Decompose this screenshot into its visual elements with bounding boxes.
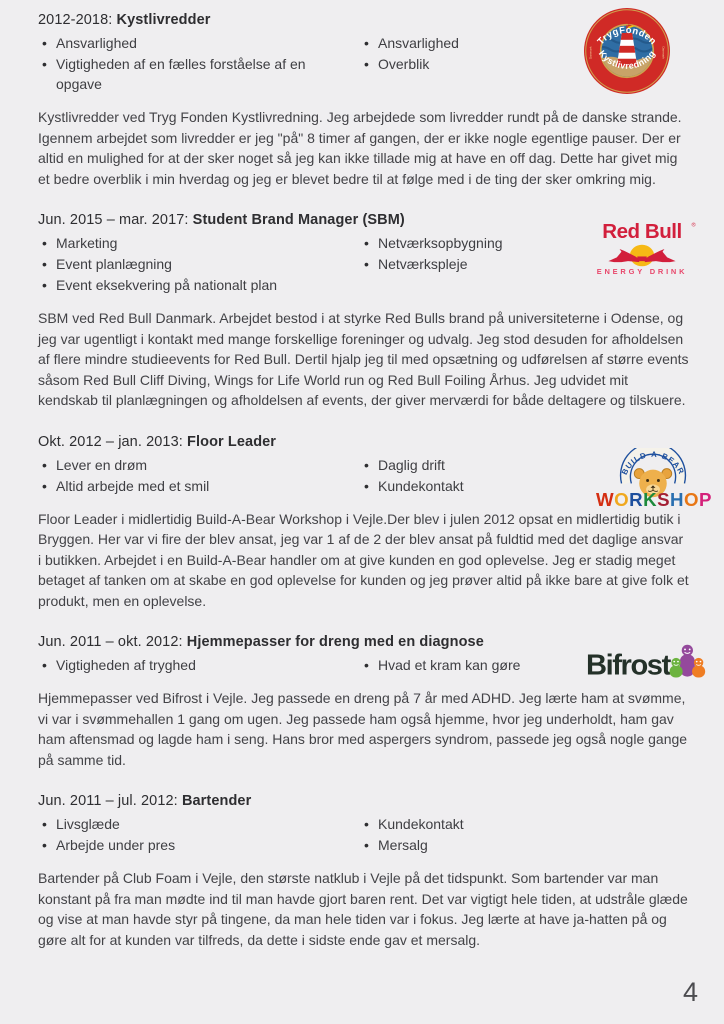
section-bartender: [0, 793, 724, 950]
bullet-item: • Event planlægning: [38, 254, 338, 274]
trygfonden-logo-side-text-left: Danmark: [588, 46, 593, 59]
section-date: 2012-2018:: [38, 12, 113, 28]
bullet-item: • Hvad et kram kan gøre: [360, 655, 660, 675]
section-title: Bartender: [181, 793, 252, 809]
bullet-item: • Lever en drøm: [38, 455, 338, 475]
bullet-item: • Kundekontakt: [360, 476, 660, 496]
bullet-item: • Overblik: [360, 54, 660, 74]
bullet-item: • Livsglæde: [38, 814, 338, 834]
job-description: Hjemmepasser ved Bifrost i Vejle. Jeg passede en dreng på 7 år med ADHD. Jeg lærte ham at svømme, vi var i svømmehallen 1 gang om ugen. Jeg passede ham også hjemme, hvor jeg underholdt, ham gav ham aftensmad og lagde ham i seng. Hans bror med aspergers syndrom, passede jeg også nogle gange på samme tid.: [38, 690, 688, 768]
section-kystlivredder: [0, 12, 724, 189]
build-a-bear-workshop-logo: [594, 448, 712, 510]
job-description: SBM ved Red Bull Danmark. Arbejdet bestod i at styrke Red Bulls brand på universiteterne i Odense, og jeg var ugentligt i kontakt med mange forskellige foreninger og udvalg. Jeg stod desuden for afholdelsen af flere mindre studieevents for Red Bull. Dertil hjalp jeg til med opsætning og udførelsen af større events såsom Red Bull Cliff Diving, Wings for Life World run og Red Bull Foiling Århus. Jeg udvidet mit kendskab til planlægningen og afholdelsen af events, der giver merværdi for både deltagere og tilskuere.: [38, 310, 689, 408]
section-title: Student Brand Manager (SBM): [192, 212, 405, 228]
section-date: Okt. 2012 – jan. 2013:: [38, 433, 183, 450]
section-title: Floor Leader: [187, 433, 277, 450]
bullet-item: • Vigtigheden af en fælles forståelse af en opgave: [38, 54, 338, 94]
trygfonden-kystlivredning-logo: [584, 8, 670, 94]
section-floor-leader: [0, 434, 724, 612]
skill-bullets: [38, 455, 690, 497]
bullet-item: • Daglig drift: [360, 455, 660, 475]
bullet-item: • Event eksekvering på nationalt plan: [38, 275, 338, 295]
bullet-item: • Kundekontakt: [360, 814, 660, 834]
job-description: Floor Leader i midlertidig Build-A-Bear Workshop i Vejle.Der blev i julen 2012 opsat en midlertidig butik i Bryggen. Her var vi fire der blev ansat, jeg var 1 af de 2 der blev ansat på fuldtid med det daglige ansvar i butikken. Arbejdet i en Build-A-Bear handler om at give kunden en god oplevelse. Jeg er stadig meget betaget af tanken om at skabe en god oplevelse for kunden og jeg prøver altid på ikke bare at give folk et produkt, men en oplevelse.: [38, 510, 689, 609]
section-date: Jun. 2011 – jul. 2012:: [38, 793, 178, 809]
section-hjemmepasser: [0, 634, 724, 770]
trygfonden-logo-bottom-text: Kystlivredning: [596, 48, 658, 71]
section-student-brand-manager: [0, 212, 724, 411]
trygfonden-logo-side-text-right: Danmark: [661, 46, 666, 59]
section-heading: [38, 434, 690, 450]
job-description: Kystlivredder ved Tryg Fonden Kystlivredning. Jeg arbejdede som livredder rundt på de danske strande. Igennem arbejdet som livredder er jeg "på" 8 timer af gangen, der er ikke nogle egentlige pauser. Der er altid en mulighed for at der sker noget så jeg kan ikke tillade mig at have en off dag. Dette har givet mig et bedre overblik i min hverdag og jeg er blevet bedre til at følge med i de ting der sker omkring mig.: [38, 109, 682, 187]
skill-bullets: [38, 814, 690, 856]
job-description: Bartender på Club Foam i Vejle, den største natklub i Vejle på det tidspunkt. Som bartender var man konstant på fra man mødte ind til man havde gjort baren rent. Det var vigtigt hele tiden, at udstråle glæde og vise at man havde styr på tingene, da man hele tiden var i fokus. Jeg lærte at have ja-hatten på og gøre alt for at kunden var tilfreds, da dette i sidste ende gav et mersalg.: [38, 870, 688, 948]
bullet-item: • Marketing: [38, 233, 338, 253]
build-a-bear-logo-workshop-text: WORKSHOP: [595, 488, 712, 510]
bullet-item: • Arbejde under pres: [38, 835, 338, 855]
bullet-item: • Ansvarlighed: [38, 33, 338, 53]
bifrost-logo-wordmark: Bifrost: [586, 649, 670, 682]
page-number: 4: [682, 977, 698, 1007]
bullet-item: • Netværkspleje: [360, 254, 660, 274]
bifrost-logo: [586, 640, 708, 686]
section-heading: [38, 793, 690, 809]
build-a-bear-logo-arc-text: BUILD·A·BEAR: [619, 449, 687, 476]
red-bull-logo-tagline: ENERGY DRINK: [596, 267, 688, 277]
red-bull-logo-registered-mark: ®: [691, 222, 696, 229]
bullet-item: • Vigtigheden af tryghed: [38, 655, 338, 675]
trygfonden-logo-top-text: TrygFonden: [595, 24, 659, 48]
section-title: Kystlivredder: [116, 12, 211, 28]
bullet-item: • Netværksopbygning: [360, 233, 660, 253]
bullet-item: • Ansvarlighed: [360, 33, 660, 53]
bifrost-logo-figures: [670, 645, 706, 678]
bullet-item: • Altid arbejde med et smil: [38, 476, 338, 496]
red-bull-logo-wordmark: Red Bull: [602, 219, 682, 243]
section-date: Jun. 2011 – okt. 2012:: [38, 634, 183, 650]
bullet-item: • Mersalg: [360, 835, 660, 855]
red-bull-logo: [586, 218, 698, 280]
section-title: Hjemmepasser for dreng med en diagnose: [186, 634, 484, 650]
section-date: Jun. 2015 – mar. 2017:: [38, 212, 189, 228]
